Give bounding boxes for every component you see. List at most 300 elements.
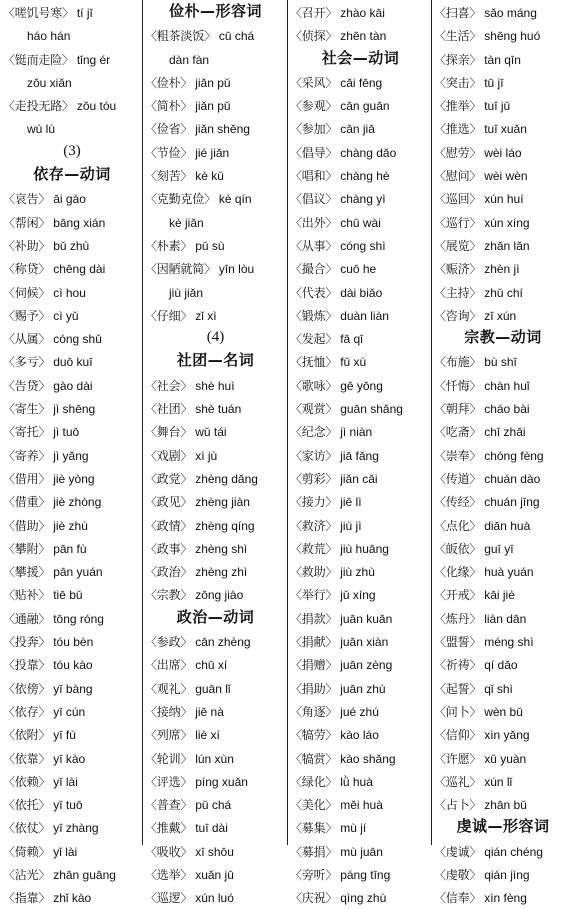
dictionary-entry (290, 885, 431, 908)
entry-word: 〈锻炼〉 (290, 308, 338, 323)
entry-word: 〈扫喜〉 (434, 6, 482, 20)
dictionary-entry (145, 722, 286, 745)
entry-word: 〈吸收〉 (145, 844, 193, 859)
dictionary-entry (3, 210, 141, 233)
entry-word: 〈抚恤〉 (290, 355, 338, 370)
entry-word: 〈忏悔〉 (434, 378, 482, 393)
dictionary-entry (434, 186, 572, 209)
dictionary-entry (145, 629, 286, 652)
dictionary-entry (145, 93, 286, 116)
dictionary-entry (145, 862, 286, 885)
dictionary-entry (3, 373, 141, 396)
entry-word: 〈接纳〉 (145, 704, 193, 719)
entry-word: 〈指靠〉 (3, 891, 51, 906)
entry-word: 〈信奉〉 (434, 891, 482, 906)
dictionary-entry (145, 23, 286, 46)
entry-pinyin: cān zhèng (195, 635, 251, 650)
entry-pinyin: pān yuán (53, 565, 103, 580)
entry-word: 〈布施〉 (434, 355, 482, 370)
entry-word: 〈犒劳〉 (290, 728, 338, 743)
entry-pinyin: shè tuán (195, 402, 242, 417)
entry-pinyin: cǎi fēng (340, 75, 383, 90)
entry-pinyin: zhēn tàn (340, 29, 387, 44)
entry-pinyin: píng xuǎn (195, 774, 248, 789)
entry-pinyin: jiù zhù (340, 565, 375, 580)
dictionary-entry (145, 186, 286, 209)
entry-word: 〈纪念〉 (290, 425, 338, 440)
entry-word: 〈赈济〉 (434, 262, 482, 277)
dictionary-entry (145, 699, 286, 722)
entry-pinyin: mù juān (340, 844, 383, 859)
entry-pinyin: chàn huǐ (484, 378, 530, 393)
entry-pinyin: guān lǐ (195, 681, 231, 696)
dictionary-entry (3, 489, 141, 512)
dictionary-entry (434, 140, 572, 163)
entry-pinyin: wǔ tái (195, 425, 227, 440)
entry-pinyin: chū xí (195, 658, 228, 673)
dictionary-entry (434, 769, 572, 792)
entry-pinyin: jiè yòng (53, 471, 95, 486)
entry-word: 〈炼丹〉 (434, 611, 482, 626)
dictionary-entry (3, 349, 141, 372)
dictionary-entry (290, 256, 431, 279)
entry-pinyin: qián jìng (484, 867, 530, 882)
dictionary-entry (145, 815, 286, 838)
dictionary-entry (290, 489, 431, 512)
entry-pinyin: qián chéng (484, 844, 543, 859)
dictionary-entry (434, 862, 572, 885)
entry-word: 〈走投无路〉 (3, 99, 74, 114)
dictionary-entry (290, 652, 431, 675)
dictionary-entry (290, 233, 431, 256)
entry-word: 〈倚赖〉 (3, 844, 51, 859)
entry-word: 〈吃斋〉 (434, 425, 482, 440)
dictionary-entry (290, 606, 431, 629)
entry-word: 〈信仰〉 (434, 728, 482, 743)
dictionary-entry (290, 23, 431, 46)
entry-pinyin: zǒu tóu (76, 99, 117, 114)
dictionary-entry (434, 47, 572, 70)
dictionary-entry (3, 885, 141, 908)
entry-word: 〈观赏〉 (290, 402, 338, 417)
entry-pinyin: jiē lì (340, 495, 362, 510)
dictionary-entry (290, 140, 431, 163)
entry-pinyin: yī fù (53, 728, 76, 743)
entry-word: 〈赐予〉 (3, 308, 51, 323)
entry-continuation (145, 280, 286, 303)
entry-pinyin: qìng zhù (340, 891, 387, 906)
dictionary-entry (290, 349, 431, 372)
dictionary-entry (434, 536, 572, 559)
entry-word: 〈普查〉 (145, 798, 193, 813)
entry-word: 〈依靠〉 (3, 751, 51, 766)
dictionary-entry (3, 676, 141, 699)
entry-word: 〈捐助〉 (290, 681, 338, 696)
entry-pinyin: juān zèng (340, 658, 393, 673)
entry-pinyin: jiā fǎng (340, 448, 379, 463)
entry-pinyin: jì tuō (53, 425, 80, 440)
entry-pinyin: zhān guāng (53, 867, 116, 882)
entry-pinyin: zhèng zhì (195, 565, 248, 580)
dictionary-entry (290, 629, 431, 652)
entry-continuation (3, 70, 141, 93)
dictionary-entry (3, 536, 141, 559)
section-number: (4) (206, 329, 225, 346)
entry-pinyin: chēng dài (53, 262, 106, 277)
entry-pinyin: liàn dān (484, 611, 527, 626)
entry-word: 〈救济〉 (290, 518, 338, 533)
entry-word: 〈寄生〉 (3, 402, 51, 417)
entry-word: 〈救荒〉 (290, 541, 338, 556)
dictionary-entry (3, 722, 141, 745)
entry-word: 〈倡议〉 (290, 192, 338, 207)
entry-word: 〈捐款〉 (290, 611, 338, 626)
entry-pinyin: kè qín (218, 192, 252, 207)
dictionary-entry (3, 629, 141, 652)
dictionary-entry (290, 792, 431, 815)
dictionary-entry (145, 489, 286, 512)
dictionary-entry (3, 443, 141, 466)
dictionary-entry (3, 233, 141, 256)
entry-pinyin: méng shì (484, 635, 534, 650)
entry-pinyin: liè xí (195, 728, 220, 743)
dictionary-entry (434, 582, 572, 605)
dictionary-entry (434, 746, 572, 769)
dictionary-entry (434, 280, 572, 303)
entry-word: 〈称贷〉 (3, 262, 51, 277)
entry-word: 〈皈依〉 (434, 541, 482, 556)
entry-word: 〈通融〉 (3, 611, 51, 626)
dictionary-entry (145, 536, 286, 559)
entry-pinyin: cóng shì (340, 238, 386, 253)
entry-pinyin: jiǎn pǔ (195, 75, 231, 90)
dictionary-entry (145, 839, 286, 862)
entry-pinyin: zhèng qíng (195, 518, 255, 533)
entry-pinyin: pān fù (53, 541, 87, 556)
entry-word: 〈慰劳〉 (434, 145, 482, 160)
entry-pinyin: shè huì (195, 378, 235, 393)
entry-word: 〈嗟饥号寒〉 (3, 6, 74, 20)
dictionary-entry (3, 396, 141, 419)
entry-pinyin: zhān bǔ (484, 798, 527, 813)
dictionary-entry (145, 233, 286, 256)
entry-pinyin: jiù jiǎn (169, 285, 204, 300)
entry-word: 〈观礼〉 (145, 681, 193, 696)
entry-pinyin: jiǎn cǎi (340, 471, 378, 486)
entry-pinyin: xìn fèng (484, 891, 527, 906)
entry-word: 〈举行〉 (290, 588, 338, 603)
entry-word: 〈捐赠〉 (290, 658, 338, 673)
entry-word: 〈借助〉 (3, 518, 51, 533)
entry-pinyin: jiē nà (195, 704, 224, 719)
entry-pinyin: kāi jiè (484, 588, 515, 603)
entry-word: 〈因陋就简〉 (145, 262, 216, 277)
entry-word: 〈轮训〉 (145, 751, 193, 766)
entry-word: 〈补助〉 (3, 238, 51, 253)
dictionary-entry (145, 419, 286, 442)
dictionary-entry (434, 489, 572, 512)
dictionary-entry (434, 443, 572, 466)
dictionary-entry (145, 256, 286, 279)
entry-word: 〈许愿〉 (434, 751, 482, 766)
entry-pinyin: chuán dào (484, 471, 541, 486)
entry-pinyin: tū jī (484, 75, 504, 90)
entry-pinyin: zhèng shì (195, 541, 248, 556)
entry-pinyin: měi huà (340, 798, 383, 813)
entry-pinyin: zhǐ kào (53, 891, 92, 906)
dictionary-entry (3, 746, 141, 769)
entry-word: 〈政见〉 (145, 495, 193, 510)
entry-word: 〈歌咏〉 (290, 378, 338, 393)
entry-word: 〈政治〉 (145, 565, 193, 580)
dictionary-entry (434, 792, 572, 815)
entry-pinyin: jì niàn (340, 425, 373, 440)
dictionary-entry (434, 70, 572, 93)
entry-word: 〈戏剧〉 (145, 448, 193, 463)
dictionary-entry (3, 303, 141, 326)
dictionary-entry (290, 186, 431, 209)
entry-pinyin: dài biǎo (340, 285, 383, 300)
entry-pinyin: jiǎn pǔ (195, 99, 231, 114)
entry-pinyin: zōng jiào (195, 588, 244, 603)
entry-word: 〈评选〉 (145, 774, 193, 789)
section-heading: 依存—动词 (33, 165, 111, 184)
entry-pinyin: yī tuō (53, 798, 83, 813)
entry-word: 〈刻苦〉 (145, 169, 193, 184)
dictionary-entry (434, 419, 572, 442)
entry-word: 〈探亲〉 (434, 52, 482, 67)
entry-pinyin: kè kǔ (195, 169, 224, 184)
entry-word: 〈巡逻〉 (145, 891, 193, 906)
dictionary-entry (3, 419, 141, 442)
entry-word: 〈盟誓〉 (434, 635, 482, 650)
entry-pinyin: tóu bèn (53, 635, 94, 650)
dictionary-entry (290, 326, 431, 349)
dictionary-entry (434, 559, 572, 582)
entry-pinyin: háo hán (27, 29, 71, 44)
dictionary-entry (434, 93, 572, 116)
entry-word: 〈犒赏〉 (290, 751, 338, 766)
entry-pinyin: chóng fèng (484, 448, 544, 463)
entry-word: 〈朝拜〉 (434, 402, 482, 417)
column-4 (434, 0, 572, 909)
entry-word: 〈祈祷〉 (434, 658, 482, 673)
dictionary-entry (434, 676, 572, 699)
entry-pinyin: zhào kāi (340, 6, 385, 20)
entry-pinyin: āi gào (53, 192, 86, 207)
section-heading: 宗教—动词 (464, 328, 542, 347)
dictionary-entry (145, 373, 286, 396)
dictionary-entry (145, 116, 286, 139)
dictionary-entry (3, 652, 141, 675)
entry-word: 〈虔敬〉 (434, 867, 482, 882)
section-heading: 社团—名词 (176, 351, 255, 370)
dictionary-entry (290, 163, 431, 186)
dictionary-entry (3, 466, 141, 489)
entry-pinyin: chàng hè (340, 169, 390, 184)
entry-word: 〈剪彩〉 (290, 471, 338, 486)
entry-word: 〈救助〉 (290, 565, 338, 580)
entry-pinyin: zī xún (484, 308, 517, 323)
dictionary-entry (3, 769, 141, 792)
dictionary-entry (434, 210, 572, 233)
entry-pinyin: bù shī (484, 355, 517, 370)
entry-word: 〈投靠〉 (3, 658, 51, 673)
entry-word: 〈推选〉 (434, 122, 482, 137)
entry-pinyin: qí dǎo (484, 658, 518, 673)
entry-pinyin: kào shǎng (340, 751, 396, 766)
entry-pinyin: tuī jǔ (484, 99, 511, 114)
entry-pinyin: juān kuǎn (340, 611, 393, 626)
entry-word: 〈点化〉 (434, 518, 482, 533)
dictionary-entry (290, 0, 431, 23)
entry-pinyin: tuī dài (195, 821, 228, 836)
entry-pinyin: chū wài (340, 215, 381, 230)
dictionary-entry (434, 373, 572, 396)
entry-word: 〈旁听〉 (290, 867, 338, 882)
dictionary-entry (3, 47, 141, 70)
dictionary-entry (434, 303, 572, 326)
dictionary-entry (145, 885, 286, 908)
entry-pinyin: guān shǎng (340, 402, 403, 417)
entry-pinyin: jiù jì (340, 518, 362, 533)
dictionary-entry (145, 443, 286, 466)
entry-pinyin: wèi wèn (484, 169, 528, 184)
entry-pinyin: cì yǔ (53, 308, 79, 323)
entry-word: 〈依存〉 (3, 704, 51, 719)
entry-pinyin: xī shōu (195, 844, 234, 859)
entry-pinyin: lǜ huà (340, 774, 373, 789)
entry-pinyin: kè jiǎn (169, 215, 204, 230)
entry-pinyin: fā qǐ (340, 332, 363, 347)
entry-word: 〈攀援〉 (3, 565, 51, 580)
entry-pinyin: guī yī (484, 541, 514, 556)
entry-pinyin: kào láo (340, 728, 379, 743)
entry-word: 〈参观〉 (290, 99, 338, 114)
entry-word: 〈出席〉 (145, 658, 193, 673)
dictionary-entry (290, 280, 431, 303)
entry-pinyin: chuán jīng (484, 495, 540, 510)
dictionary-entry (3, 792, 141, 815)
entry-word: 〈巡礼〉 (434, 774, 482, 789)
entry-word: 〈角逐〉 (290, 704, 338, 719)
entry-pinyin: yī kào (53, 751, 86, 766)
dictionary-entry (145, 652, 286, 675)
entry-pinyin: tōng róng (53, 611, 104, 626)
entry-pinyin: chàng dǎo (340, 145, 397, 160)
entry-word: 〈选举〉 (145, 867, 193, 882)
entry-pinyin: diǎn huà (484, 518, 531, 533)
entry-pinyin: gē yǒng (340, 378, 383, 393)
entry-word: 〈俭省〉 (145, 122, 193, 137)
entry-word: 〈列席〉 (145, 728, 193, 743)
dictionary-entry (3, 0, 141, 23)
entry-pinyin: tuī xuǎn (484, 122, 527, 137)
entry-pinyin: cháo bài (484, 402, 530, 417)
entry-word: 〈问卜〉 (434, 704, 482, 719)
entry-pinyin: zǐ xì (195, 308, 217, 323)
entry-pinyin: tàn qīn (484, 52, 521, 67)
entry-word: 〈从属〉 (3, 332, 51, 347)
entry-word: 〈贴补〉 (3, 588, 51, 603)
entry-pinyin: jiù huāng (340, 541, 389, 556)
entry-pinyin: dàn fàn (169, 52, 210, 67)
dictionary-entry (434, 0, 572, 23)
entry-word: 〈朴素〉 (145, 238, 193, 253)
entry-word: 〈政事〉 (145, 541, 193, 556)
entry-pinyin: xún lǐ (484, 774, 513, 789)
dictionary-entry (290, 862, 431, 885)
entry-word: 〈撮合〉 (290, 262, 338, 277)
entry-pinyin: zǒu xiǎn (27, 75, 72, 90)
entry-word: 〈哀告〉 (3, 192, 51, 207)
entry-pinyin: fǔ xù (340, 355, 367, 370)
column-divider (142, 0, 143, 845)
entry-word: 〈推举〉 (434, 99, 482, 114)
dictionary-entry (290, 769, 431, 792)
entry-pinyin: yī zhàng (53, 821, 99, 836)
dictionary-entry (3, 256, 141, 279)
dictionary-entry (434, 722, 572, 745)
dictionary-entry (290, 70, 431, 93)
dictionary-entry (290, 536, 431, 559)
dictionary-entry (434, 163, 572, 186)
entry-pinyin: pǔ sù (195, 238, 225, 253)
entry-word: 〈唱和〉 (290, 169, 338, 184)
dictionary-entry (290, 396, 431, 419)
entry-word: 〈寄养〉 (3, 448, 51, 463)
entry-word: 〈仔细〉 (145, 308, 193, 323)
entry-word: 〈克勤克俭〉 (145, 192, 216, 207)
entry-pinyin: mù jí (340, 821, 367, 836)
dictionary-entry (145, 746, 286, 769)
dictionary-entry (145, 163, 286, 186)
dictionary-entry (3, 839, 141, 862)
entry-word: 〈节俭〉 (145, 145, 193, 160)
entry-word: 〈捐献〉 (290, 635, 338, 650)
dictionary-entry (145, 396, 286, 419)
dictionary-entry (3, 862, 141, 885)
entry-pinyin: jié jiǎn (195, 145, 230, 160)
dictionary-entry (3, 559, 141, 582)
entry-word: 〈传道〉 (434, 471, 482, 486)
entry-pinyin: jiè zhù (53, 518, 88, 533)
entry-pinyin: cū chá (218, 29, 255, 44)
entry-pinyin: cān jiā (340, 122, 375, 137)
entry-word: 〈出外〉 (290, 215, 338, 230)
entry-word: 〈宗教〉 (145, 588, 193, 603)
entry-word: 〈采风〉 (290, 75, 338, 90)
entry-pinyin: xìn yǎng (484, 728, 530, 743)
entry-pinyin: cān guān (340, 99, 390, 114)
dictionary-entry (290, 815, 431, 838)
entry-pinyin: duō kuī (53, 355, 93, 370)
entry-word: 〈占卜〉 (434, 798, 482, 813)
entry-word: 〈募集〉 (290, 821, 338, 836)
entry-word: 〈巡回〉 (434, 192, 482, 207)
dictionary-entry (145, 792, 286, 815)
entry-pinyin: cóng shǔ (53, 332, 102, 347)
dictionary-entry (434, 256, 572, 279)
entry-word: 〈参政〉 (145, 635, 193, 650)
dictionary-entry (3, 93, 141, 116)
dictionary-entry (3, 280, 141, 303)
entry-pinyin: qǐ shì (484, 681, 513, 696)
dictionary-entry (145, 582, 286, 605)
entry-pinyin: zhèng dǎng (195, 471, 258, 486)
dictionary-entry (434, 466, 572, 489)
entry-pinyin: tiē bǔ (53, 588, 83, 603)
